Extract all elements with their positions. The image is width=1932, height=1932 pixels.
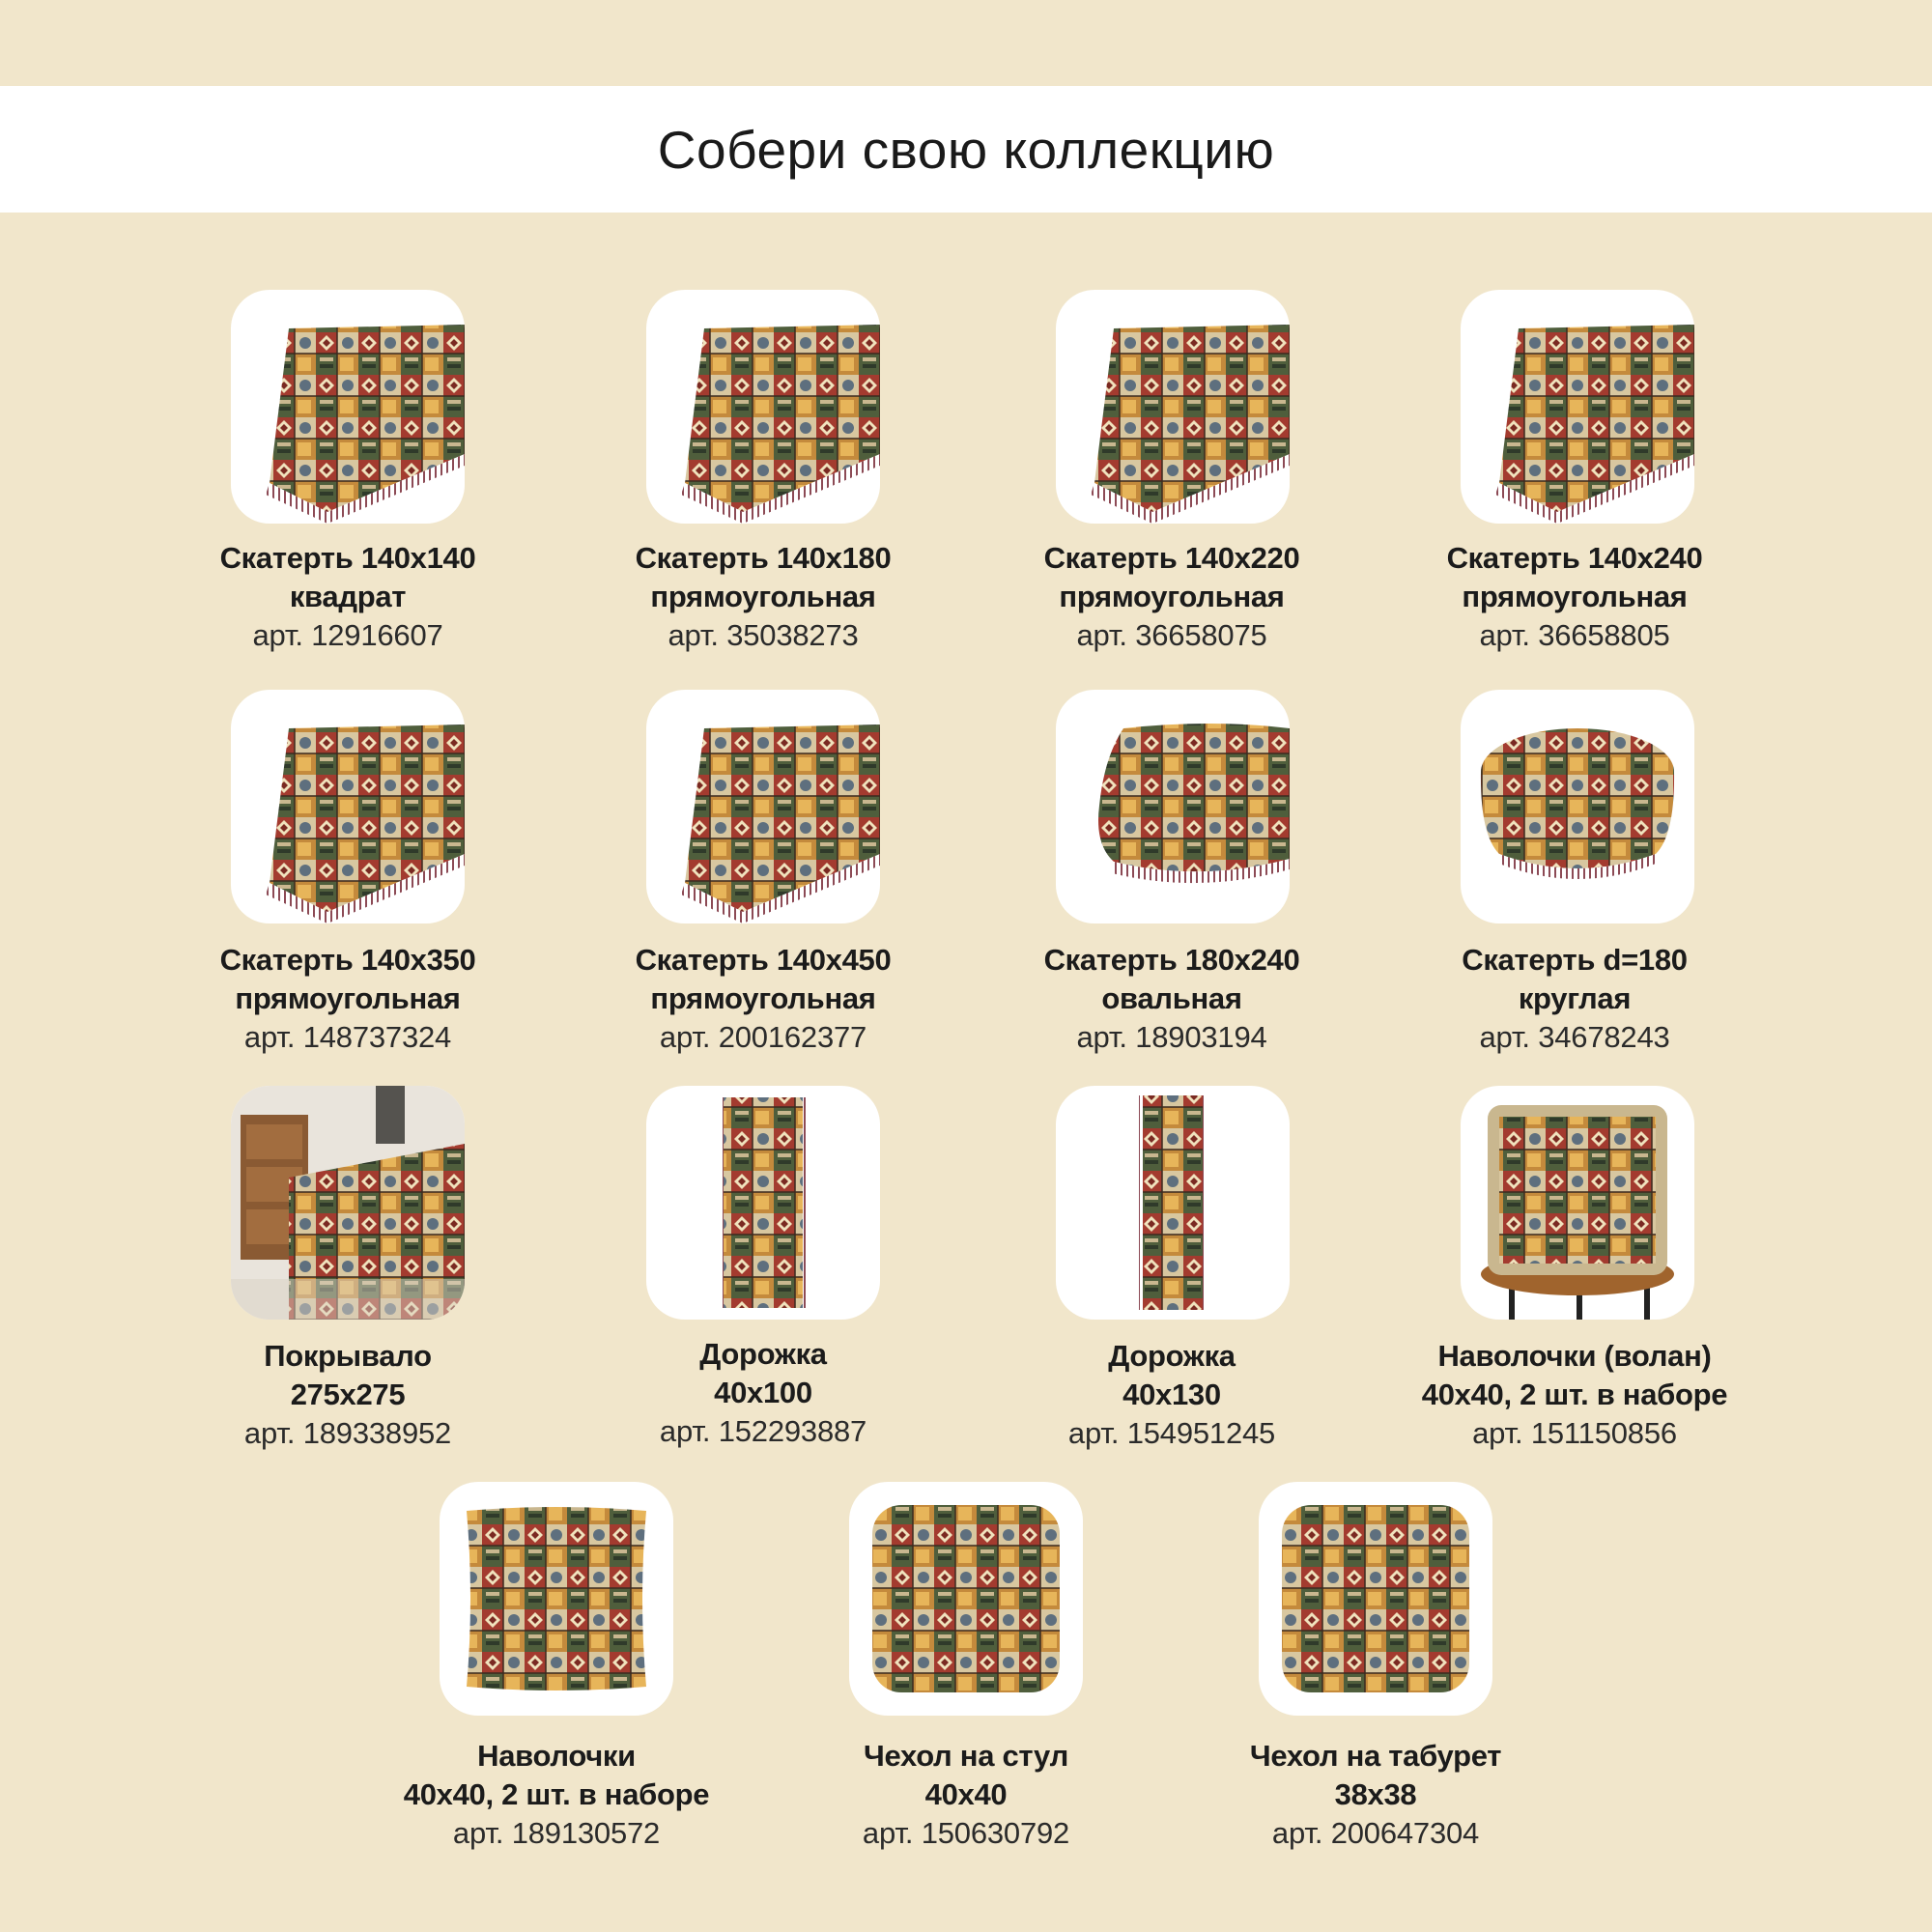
product-image-15[interactable] [1259, 1482, 1492, 1716]
product-image-7[interactable] [1056, 690, 1290, 923]
tablecloth-rect-image [646, 290, 880, 524]
product-detail: 38х38 [1334, 1777, 1417, 1811]
product-article: арт. 200162377 [659, 1020, 867, 1054]
product-image-4[interactable] [1461, 290, 1694, 524]
tablecloth-rect-image [231, 690, 465, 923]
tablecloth-oval-image [1056, 690, 1290, 923]
product-image-11[interactable] [1056, 1086, 1290, 1320]
product-detail: прямоугольная [235, 981, 461, 1015]
tablecloth-round-image [1461, 690, 1694, 923]
product-image-3[interactable] [1056, 290, 1290, 524]
product-detail: прямоугольная [650, 580, 876, 613]
product-detail: 275х275 [290, 1378, 406, 1411]
product-name: Чехол на табурет [1249, 1739, 1502, 1773]
stool-cover-image [1259, 1482, 1492, 1716]
product-caption-15 [1163, 1737, 1588, 1853]
bedspread-image [231, 1086, 465, 1320]
product-caption-12 [1362, 1337, 1787, 1453]
product-article: арт. 36658805 [1479, 618, 1670, 652]
product-caption-11 [959, 1337, 1384, 1453]
product-article: арт. 200647304 [1271, 1816, 1480, 1850]
product-image-2[interactable] [646, 290, 880, 524]
product-name: Скатерть 140х140 [219, 541, 476, 575]
product-caption-5 [135, 941, 560, 1057]
product-detail: 40х40, 2 шт. в наборе [1421, 1378, 1728, 1411]
header-banner [0, 86, 1932, 213]
product-caption-9 [135, 1337, 560, 1453]
product-name: Скатерть 140х350 [219, 943, 476, 977]
product-caption-3 [959, 539, 1384, 655]
product-article: арт. 34678243 [1479, 1020, 1670, 1054]
product-detail: прямоугольная [1059, 580, 1285, 613]
table-runner-image [1056, 1086, 1290, 1320]
tablecloth-rect-image [646, 690, 880, 923]
tablecloth-rect-image [1056, 290, 1290, 524]
product-name: Скатерть 140х450 [635, 943, 892, 977]
product-name: Скатерть 180х240 [1043, 943, 1300, 977]
product-article: арт. 148737324 [243, 1020, 452, 1054]
product-name: Скатерть 140х220 [1043, 541, 1300, 575]
product-detail: 40х130 [1122, 1378, 1221, 1411]
product-detail: прямоугольная [650, 981, 876, 1015]
product-name: Наволочки [477, 1739, 636, 1773]
pillow-image [440, 1482, 673, 1716]
product-article: арт. 189338952 [243, 1416, 452, 1450]
product-detail: квадрат [289, 580, 407, 613]
product-name: Покрывало [264, 1339, 432, 1373]
product-detail: 40х40, 2 шт. в наборе [403, 1777, 710, 1811]
product-caption-13 [344, 1737, 769, 1853]
product-name: Чехол на стул [864, 1739, 1068, 1773]
product-caption-8 [1362, 941, 1787, 1057]
tablecloth-square-image [231, 290, 465, 524]
page-title: Собери свою коллекцию [657, 119, 1275, 180]
product-caption-10 [551, 1335, 976, 1451]
product-name: Дорожка [699, 1337, 827, 1371]
product-image-5[interactable] [231, 690, 465, 923]
product-article: арт. 36658075 [1076, 618, 1267, 652]
product-article: арт. 152293887 [659, 1414, 867, 1448]
product-article: арт. 18903194 [1076, 1020, 1267, 1054]
product-caption-2 [551, 539, 976, 655]
product-caption-1 [135, 539, 560, 655]
product-image-10[interactable] [646, 1086, 880, 1320]
product-name: Дорожка [1108, 1339, 1236, 1373]
product-caption-7 [959, 941, 1384, 1057]
product-article: арт. 151150856 [1472, 1416, 1677, 1450]
product-image-6[interactable] [646, 690, 880, 923]
chair-cover-image [849, 1482, 1083, 1716]
product-detail: круглая [1518, 981, 1632, 1015]
product-name: Наволочки (волан) [1437, 1339, 1712, 1373]
product-article: арт. 189130572 [452, 1816, 661, 1850]
product-article: арт. 150630792 [862, 1816, 1070, 1850]
product-article: арт. 154951245 [1067, 1416, 1276, 1450]
product-caption-14 [753, 1737, 1179, 1853]
product-article: арт. 35038273 [668, 618, 859, 652]
product-name: Скатерть 140х180 [635, 541, 892, 575]
ruffle-pillow-image [1461, 1086, 1694, 1320]
product-name: Скатерть 140х240 [1446, 541, 1703, 575]
product-article: арт. 12916607 [252, 618, 443, 652]
product-caption-6 [551, 941, 976, 1057]
product-image-12[interactable] [1461, 1086, 1694, 1320]
product-image-1[interactable] [231, 290, 465, 524]
product-name: Скатерть d=180 [1462, 943, 1688, 977]
product-detail: овальная [1101, 981, 1242, 1015]
product-detail: прямоугольная [1462, 580, 1688, 613]
product-detail: 40х40 [924, 1777, 1008, 1811]
product-image-8[interactable] [1461, 690, 1694, 923]
product-image-13[interactable] [440, 1482, 673, 1716]
table-runner-image [646, 1086, 880, 1320]
tablecloth-rect-image [1461, 290, 1694, 524]
product-detail: 40х100 [714, 1376, 812, 1409]
product-caption-4 [1362, 539, 1787, 655]
product-image-14[interactable] [849, 1482, 1083, 1716]
product-image-9[interactable] [231, 1086, 465, 1320]
